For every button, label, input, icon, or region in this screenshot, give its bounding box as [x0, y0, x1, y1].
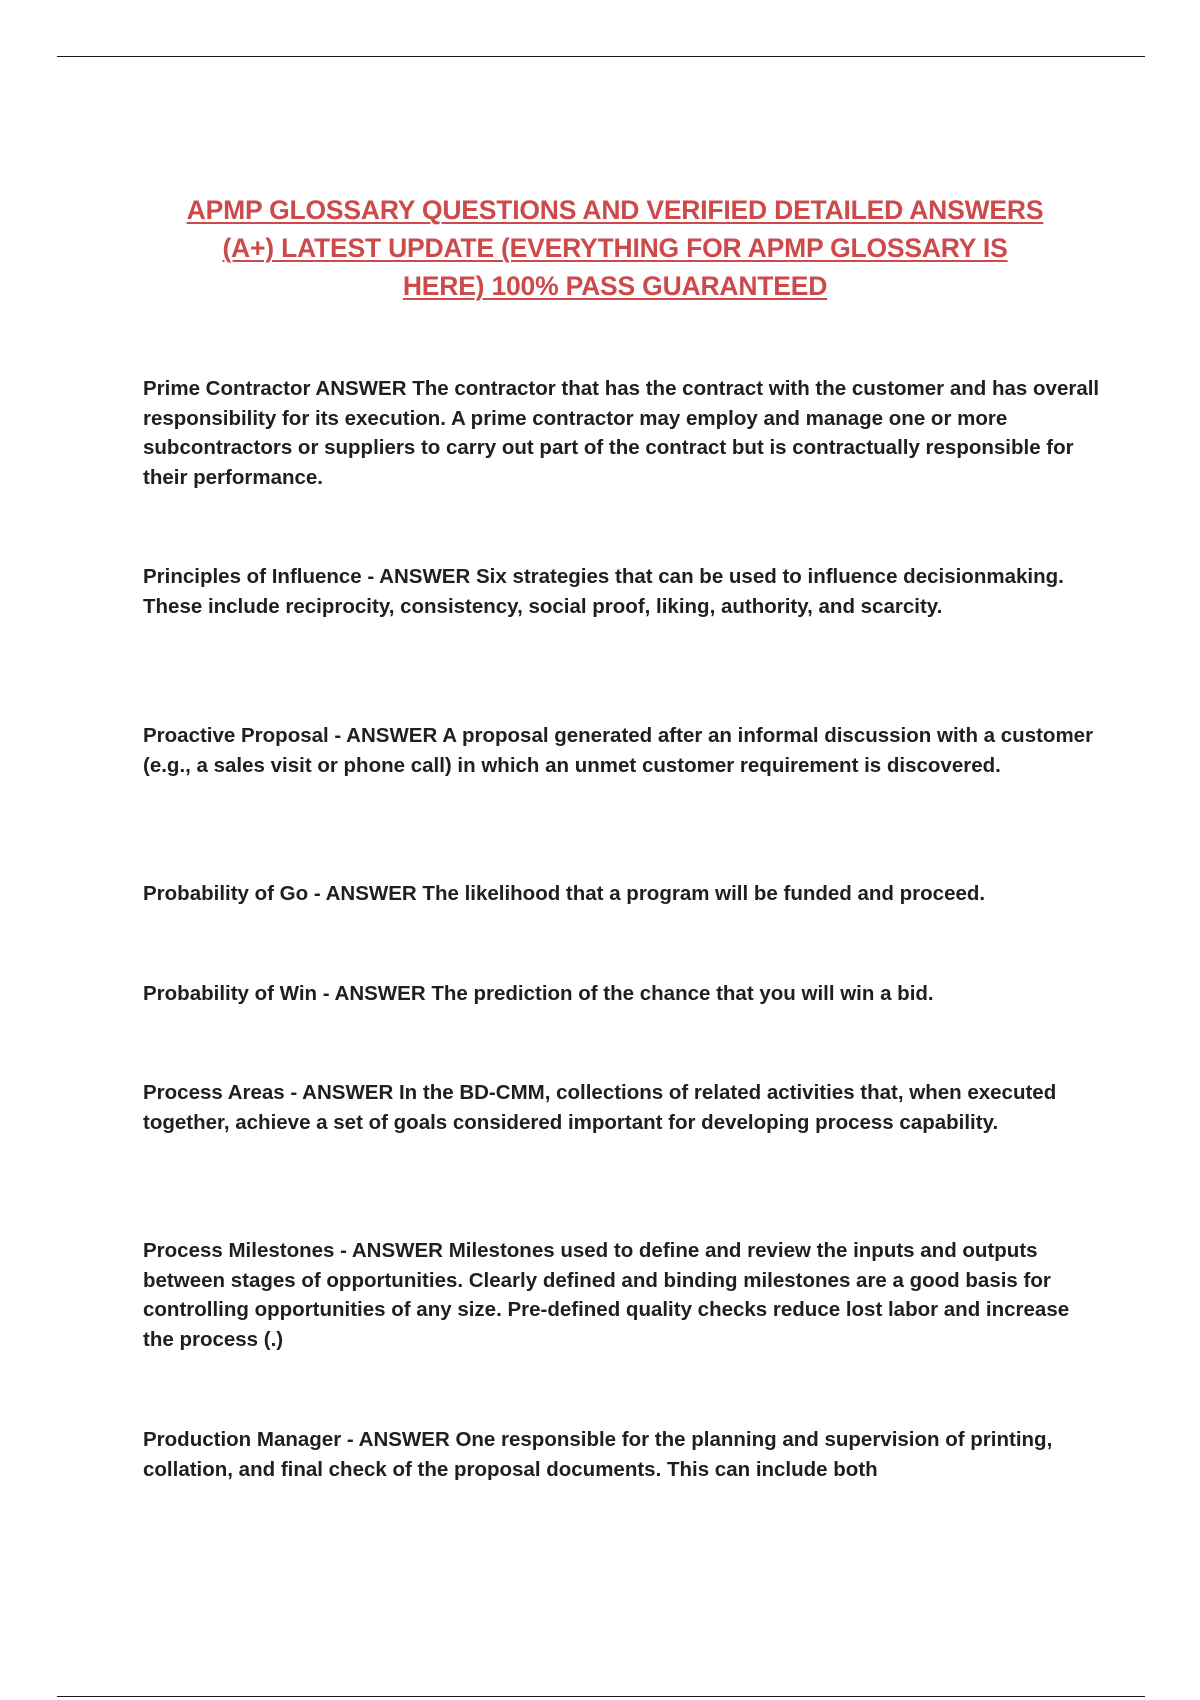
entry-separator: - ANSWER — [308, 882, 423, 905]
entry-definition: The likelihood that a program will be funded and proceed. — [422, 882, 986, 905]
entry-term: Process Milestones — [143, 1239, 335, 1262]
entry-separator: ANSWER — [310, 377, 413, 400]
entry-separator: - ANSWER — [341, 1428, 456, 1451]
glossary-entry-proactive-proposal — [143, 721, 1103, 780]
entry-definition: The prediction of the chance that you will win a bid. — [431, 982, 934, 1005]
entry-separator: - ANSWER — [334, 1239, 449, 1262]
entry-term: Production Manager — [143, 1428, 342, 1451]
glossary-entry-process-areas — [143, 1078, 1103, 1137]
entry-separator: - ANSWER — [361, 565, 476, 588]
title-line: HERE) 100% PASS GUARANTEED — [402, 271, 828, 301]
entry-definition: A proposal generated after an informal discussion with a customer (e.g., a sales visit or phone call) in which an unmet customer requirement is discovered. — [143, 724, 1094, 777]
glossary-entry-probability-of-win — [143, 979, 1103, 1009]
title-line: APMP GLOSSARY QUESTIONS AND VERIFIED DETAILED ANSWERS — [186, 195, 1044, 225]
entry-definition: One responsible for the planning and supervision of printing, collation, and final check of the proposal documents. This can include both — [143, 1428, 1053, 1481]
entry-term: Proactive Proposal — [143, 724, 329, 747]
entry-term: Process Areas — [143, 1081, 285, 1104]
glossary-entry-principles-of-influence — [143, 562, 1103, 621]
bottom-rule — [57, 1696, 1145, 1697]
entry-term: Prime Contractor — [143, 377, 311, 400]
document-title — [120, 191, 1110, 305]
entry-definition: Milestones used to define and review the inputs and outputs between stages of opportunities. Clearly defined and binding milestones are a good basis for controlling opportunities of any size. Pre-defined quality checks reduce lost labor and increase the process (.) — [143, 1239, 1070, 1351]
entry-separator: - ANSWER — [328, 724, 443, 747]
entry-definition: The contractor that has the contract with the customer and has overall responsibility for its execution. A prime contractor may employ and manage one or more subcontractors or suppliers to carry out part of the contract but is contractually responsible for their performance. — [143, 377, 1100, 489]
glossary-entry-process-milestones — [143, 1236, 1103, 1354]
glossary-entry-prime-contractor — [143, 374, 1103, 492]
entry-definition: Six strategies that can be used to influence decisionmaking. These include reciprocity, consistency, social proof, liking, authority, and scarcity. — [143, 565, 1064, 618]
top-rule — [57, 56, 1145, 57]
glossary-entry-probability-of-go — [143, 879, 1103, 909]
entry-separator: - ANSWER — [284, 1081, 399, 1104]
title-line: (A+) LATEST UPDATE (EVERYTHING FOR APMP GLOSSARY IS — [222, 233, 1008, 263]
entry-term: Probability of Win — [143, 982, 318, 1005]
entry-separator: - ANSWER — [317, 982, 432, 1005]
entry-definition: In the BD-CMM, collections of related activities that, when executed together, achieve a set of goals considered important for developing process capability. — [143, 1081, 1057, 1134]
glossary-entry-production-manager — [143, 1425, 1103, 1484]
entry-term: Probability of Go — [143, 882, 309, 905]
entry-term: Principles of Influence — [143, 565, 362, 588]
